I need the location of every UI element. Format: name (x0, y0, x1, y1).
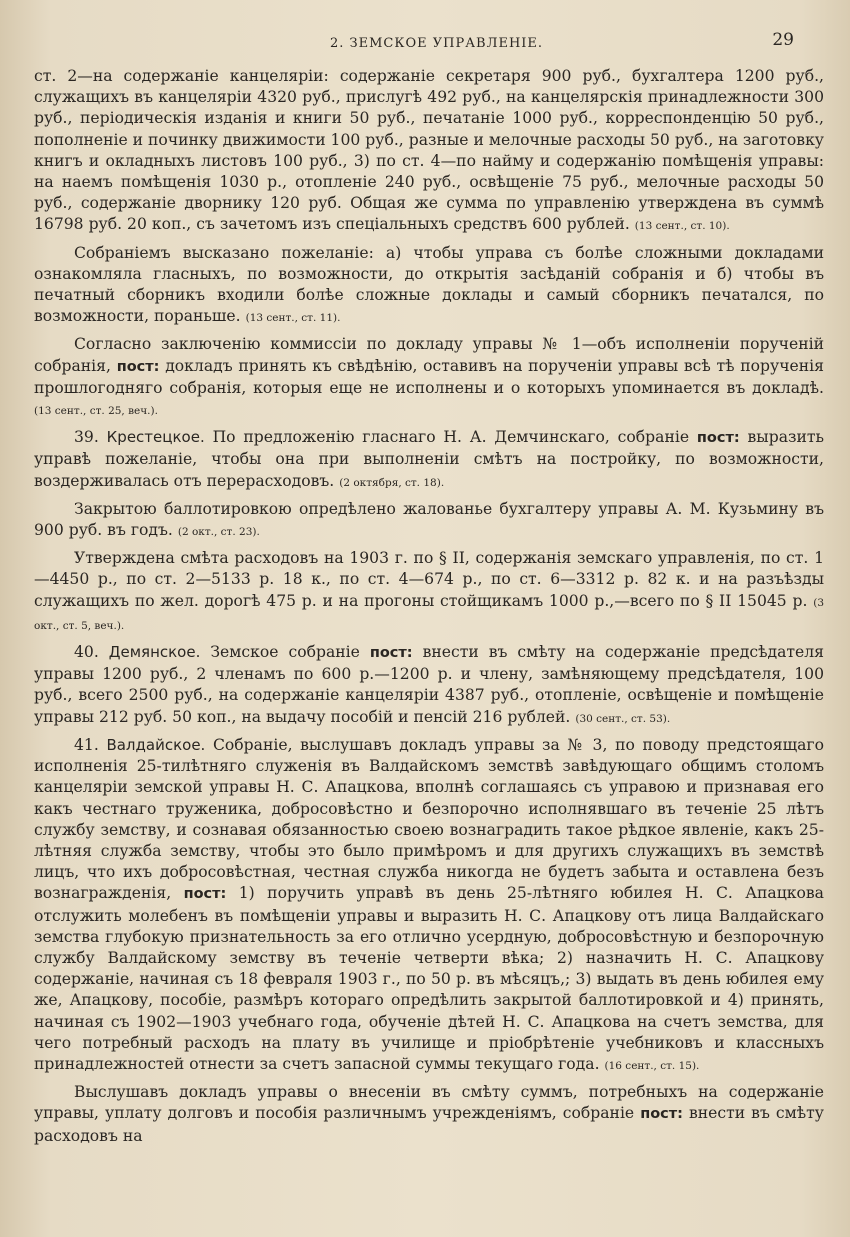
page-body (34, 66, 824, 1152)
resolution-keyword: пост: (116, 358, 160, 375)
paragraph-text: выразить управѣ пожеланіе, чтобы она при выполненіи смѣтъ на постройку, по возможности, воздерживалась отъ перерасходовъ. (34, 428, 825, 490)
paragraph-text: ст. 2—на содержаніе канцеляріи: содержаніе секретаря 900 руб., бухгалтера 1200 руб., служащихъ въ канцеляріи 4320 руб., прислугѣ 492 руб., на канцелярскія принадлежности 300 руб., періодическія изданія и книги 50 руб., печатаніе 1000 руб., корреспонденцію 50 руб., пополненіе и починку движимости 100 руб., разные и мелочные расходы 50 руб., на заготовку книгъ и окладныхъ листовъ 100 руб., 3) по ст. 4—по найму и содержанію помѣщенія управы: на наемъ помѣщенія 1030 р., отопленіе 240 руб., освѣщеніе 75 руб., мелочные расходы 50 руб., содержаніе дворнику 120 руб. Общая же сумма по управленію утверждена въ суммѣ 16798 руб. 20 коп., съ зачетомъ изъ спеціальныхъ средствъ 600 рублей. (34, 67, 824, 234)
paragraph-text: По предложенію гласнаго Н. А. Демчинскаго, собраніе (212, 428, 690, 447)
section-paragraph (34, 427, 824, 494)
resolution-keyword: пост: (183, 886, 227, 903)
session-reference: (3 окт., ст. 5, веч.). (34, 596, 824, 632)
section-title: Валдайское. (106, 735, 206, 754)
session-reference: (13 сент., ст. 10). (634, 220, 730, 233)
running-title: 2. ЗЕМСКОЕ УПРАВЛЕНІЕ. (330, 36, 544, 51)
paragraph-text: докладъ принять къ свѣдѣнію, оставивъ на порученіи управы всѣ тѣ порученія прошлогодняго собранія, которыя еще не исполнены и о которыхъ упоминается въ докладѣ. (34, 356, 824, 397)
session-reference: (2 октября, ст. 18). (339, 476, 445, 489)
section-title: Крестецкое. (106, 428, 205, 447)
session-reference: (30 сент., ст. 53). (575, 712, 671, 725)
section-paragraph (34, 735, 824, 1077)
paragraph-text: Собраніе, выслушавъ докладъ управы за № 3, по поводу предстоящаго исполненія 25-тилѣтняго служенія въ Валдайскомъ земствѣ завѣдующаго общимъ столомъ канцеляріи земской управы Н. С. Апацкова, вполнѣ соглашаясь съ управою и признавая его какъ честнаго труженика, добросовѣстно и безпорочно исполнявшаго въ теченіе 25 лѣтъ службу земству, и сознавая обязанностью своею вознаградить такое рѣдкое явленіе, какъ 25-лѣтняя служба земству, чтобы это было примѣромъ и для другихъ служащихъ въ земствѣ лицъ, что ихъ добросовѣстная, честная служба никогда не будетъ забыта и оставлена безъ вознагражденія, (34, 735, 824, 903)
paragraph (34, 548, 824, 637)
session-reference: (13 сент., ст. 11). (245, 312, 341, 325)
paragraph (34, 1082, 824, 1147)
paragraph-text: Согласно заключенію коммиссіи по докладу управы № 1—объ исполненіи порученій собранія, (34, 335, 824, 375)
page-header (0, 30, 850, 56)
resolution-keyword: пост: (696, 430, 740, 447)
paragraph (34, 243, 824, 330)
paragraph-text: внести въ смѣту расходовъ на (34, 1104, 824, 1145)
paragraph (34, 499, 824, 543)
paragraph-text: Выслушавъ докладъ управы о внесеніи въ смѣту суммъ, потребныхъ на содержаніе управы, уплату долговъ и пособія различнымъ учрежденіямъ, собраніе (34, 1083, 824, 1123)
section-title: Демянское. (108, 643, 201, 662)
session-reference: (13 сент., ст. 25, веч.). (34, 405, 158, 418)
paragraph-text: Закрытою баллотировкою опредѣлено жалованье бухгалтеру управы А. М. Кузьмину въ 900 руб. въ годъ. (34, 499, 824, 540)
paragraph (34, 66, 824, 238)
resolution-keyword: пост: (369, 645, 413, 662)
paragraph-text: Собраніемъ высказано пожеланіе: а) чтобы управа съ болѣе сложными докладами ознакомляла гласныхъ, по возможности, до открытія засѣданій собранія и б) чтобы въ печатный сборникъ входили болѣе сложные доклады и самый сборникъ печатался, по возможности, пораньше. (34, 243, 824, 326)
session-reference: (16 сент., ст. 15). (604, 1059, 700, 1072)
section-number: 40. (74, 643, 99, 662)
paragraph-text: внести въ смѣту на содержаніе предсѣдателя управы 1200 руб., 2 членамъ по 600 р.—1200 р. и члену, замѣняющему предсѣдателя, 100 руб., всего 2500 руб., на содержаніе канцеляріи 4387 руб., отопленіе, освѣщеніе и помѣщеніе управы 212 руб. 50 коп., на выдачу пособій и пенсій 216 рублей. (34, 643, 824, 726)
section-number: 41. (74, 735, 99, 754)
section-paragraph (34, 642, 824, 730)
section-number: 39. (74, 428, 99, 447)
paragraph-text: Земское собраніе (210, 643, 360, 662)
session-reference: (2 окт., ст. 23). (177, 526, 260, 539)
resolution-keyword: пост: (640, 1106, 683, 1123)
paragraph-text: Утверждена смѣта расходовъ на 1903 г. по § II, содержанія земскаго управленія, по ст. 1—4450 р., по ст. 2—5133 р. 18 к., по ст. 4—674 р., по ст. 6—3312 р. 82 к. и на разъѣзды служащихъ по жел. дорогѣ 475 р. и на прогоны стойщикамъ 1000 р.,—всего по § II 15045 р. (34, 549, 824, 610)
paragraph-text: 1) поручить управѣ въ день 25-лѣтняго юбилея Н. С. Апацкова отслужить молебенъ въ помѣщеніи управы и выразить Н. С. Апацкову отъ лица Валдайскаго земства глубокую признательность за его отлично усердную, добросовѣстную и безпорочную службу Валдайскому земству въ теченіе четверти вѣка; 2) назначить Н. С. Апацкову содержаніе, начиная съ 18 февраля 1903 г., по 50 р. въ мѣсяцъ,; 3) выдать въ день юбилея ему же, Апацкову, пособіе, размѣръ котораго опредѣлить закрытой баллотировкой и 4) принять, начиная съ 1902—1903 учебнаго года, обученіе дѣтей Н. С. Апацкова на счетъ земства, для чего потребный расходъ на плату въ училище и пріобрѣтеніе учебниковъ и классныхъ принадлежностей отнести за счетъ запасной суммы текущаго года. (34, 884, 824, 1073)
page-number: 29 (772, 30, 794, 50)
paragraph (34, 334, 824, 422)
